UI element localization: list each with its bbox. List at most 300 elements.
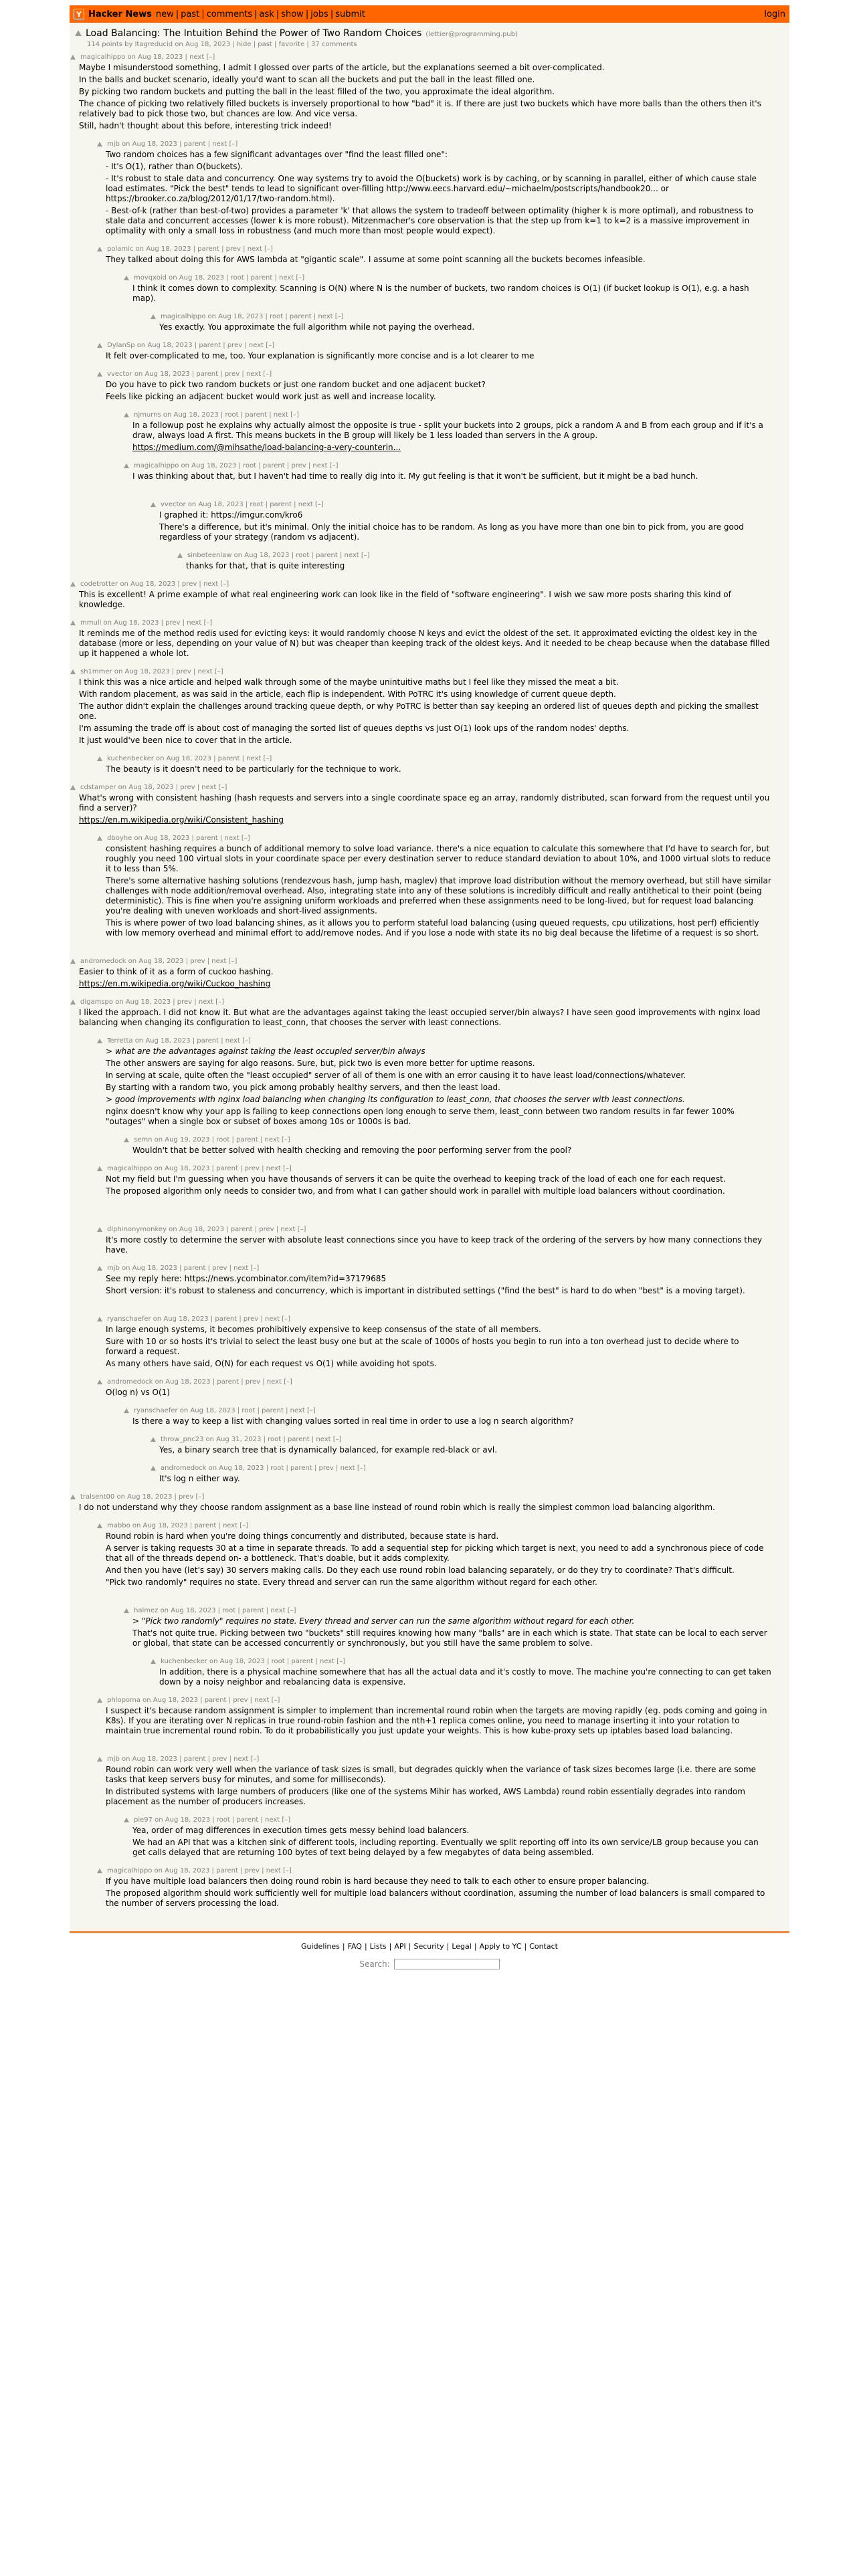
comment [96,1037,772,1127]
comment-body [79,677,772,746]
story-title-row [75,28,784,39]
footer-separator: | [408,1942,411,1951]
nav-separator: | [175,9,179,19]
comment-body [159,510,772,542]
comment-paragraph: In the balls and bucket scenario, ideally you'd want to scan all the buckets and put the ball in the least filled one. [79,75,535,84]
comment-meta-text[interactable]: polamic on Aug 18, 2023 | parent | prev | next [–] [107,245,273,253]
nav-comments[interactable]: comments [206,9,253,19]
comment-meta [96,1867,772,1874]
comment-meta-text[interactable]: movqxoid on Aug 18, 2023 | root | parent | next [–] [134,274,305,282]
comment-paragraph: In a followup post he explains why actually almost the opposite is true - split your buckets into 2 groups, pick a random A and B from each group and if it's a draw, always load A first. This means buckets in the B group will likely be 1 less loaded than servers in the A group. [132,421,763,440]
comment-paragraph: I think this was a nice article and helped walk through some of the maybe unintuitive maths but I feel like they missed the meat a bit. [79,677,619,687]
upvote-icon[interactable] [177,553,183,558]
comment-meta [70,668,772,675]
comment-meta [123,411,772,419]
comment-meta-text[interactable]: sinbeteenlaw on Aug 18, 2023 | root | parent | next [–] [187,552,370,559]
comment-body [106,1531,772,1588]
comment-body [106,844,772,938]
comment-meta-text[interactable]: magicalhippo on Aug 18, 2023 | next [–] [80,53,215,61]
comment [96,1165,772,1196]
comment-paragraph: Is there a way to keep a list with changing values sorted in real time in order to use a log n search algorithm? [132,1416,574,1426]
upvote-icon[interactable] [97,1039,102,1043]
comment-body [106,1706,772,1736]
comment-paragraph: I'm assuming the trade off is about cost of managing the sorted list of queues depths vs just O(1) look ups of the random nodes' depths. [79,724,630,733]
comment-meta [96,342,772,349]
comment-paragraph: By picking two random buckets and putting the ball in the least filled of the two, you approximate the ideal algorithm. [79,87,555,96]
comment [70,1493,772,1513]
comment-meta-text[interactable]: mjb on Aug 18, 2023 | parent | prev | next [–] [107,1755,260,1763]
comment-paragraph: - It's robust to stale data and concurrency. One way systems try to avoid the O(buckets) work is by caching, or by scanning in parallel, either of which cause stale load estimates. "Pick the best" tends to lead to significant over-filling http://www.eecs.harvard.edu/~michaelm/postscripts/handbook20... or https://brooker.co.za/blog/2012/01/17/two-random.html). [106,174,757,203]
comment [177,552,772,571]
comment-meta [150,1436,772,1443]
upvote-icon[interactable] [70,959,76,964]
nav-jobs[interactable]: jobs [310,9,328,19]
comment [96,1522,772,1588]
comment-paragraph[interactable]: https://en.m.wikipedia.org/wiki/Consistent_hashing [79,815,284,825]
upvote-icon[interactable] [97,836,102,841]
comment-meta [96,835,772,842]
comment-meta [96,1697,772,1704]
comment-body [106,1174,772,1196]
comment-meta [150,501,772,508]
comment-meta-text[interactable]: digamspo on Aug 18, 2023 | prev | next [–] [80,998,224,1006]
comment-meta-text[interactable]: DylanSp on Aug 18, 2023 | parent | prev | next [–] [107,342,275,349]
comment [150,1658,772,1687]
comment [96,1315,772,1369]
comment-paragraph: Not my field but I'm guessing when you have thousands of servers it can be quite the overhead to keeping track of the load of each one for each request. [106,1174,726,1184]
comment-meta [123,462,772,469]
comment-meta [96,1522,772,1529]
comment [96,835,772,938]
nav-separator: | [305,9,309,19]
comment-paragraph: It felt over-complicated to me, too. Your explanation is significantly more concise and is a lot clearer to me [106,351,535,360]
comment-meta [70,784,772,791]
comment-paragraph: "Pick two randomly" requires no state. Every thread and server can run the same algorithm without regard for each other. [106,1578,597,1587]
comment-body [106,1765,772,1807]
comment [96,245,772,265]
hn-main [70,5,789,1969]
upvote-icon[interactable] [97,372,102,377]
comment-meta-text[interactable]: mmull on Aug 18, 2023 | prev | next [–] [80,619,213,627]
upvote-icon[interactable] [151,1659,156,1664]
comment-paragraph: thanks for that, that is quite interesting [186,561,345,570]
comment-meta [123,1407,772,1414]
comment-paragraph: In large enough systems, it becomes prohibitively expensive to keep consensus of the state of all members. [106,1325,541,1334]
search-label: Search: [359,1959,390,1969]
footer-link[interactable]: Guidelines [301,1942,340,1951]
story-subtext: 114 points by ltagreducid on Aug 18, 2023 | hide | past | favorite | 37 comments [87,41,357,48]
comment-paragraph: This is excellent! A prime example of what real engineering work can look like in the field of "software engineering". I wish we saw more posts sharing this kind of knowledge. [79,590,731,609]
comment-paragraph: There's some alternative hashing solutions (rendezvous hash, jump hash, maglev) that improve load distribution without the memory overhead, but still have similar challenges with node addition/removal overhead. Also, integrating state into any of these solutions is incredibly difficult and really antithetical to their point (being deterministic). This is fine when you're assigning uniform workloads and preferred when these assignments need to be long-lived, but for request load balancing you're dealing with uneven workloads and short-lived assignments. [106,876,771,916]
comment-body [106,1388,772,1398]
comment-body [106,351,772,361]
comment [150,1436,772,1455]
footer-separator: | [474,1942,477,1951]
footer-link[interactable]: Apply to YC [479,1942,522,1951]
comment [96,1265,772,1296]
login-link[interactable]: login [764,9,785,19]
comment-body [79,1008,772,1028]
comment-meta [123,274,772,282]
comment-body [106,1876,772,1909]
comment-body [106,150,772,236]
comment-meta [150,1658,772,1665]
comment-meta [70,619,772,627]
comment-paragraph: consistent hashing requires a bunch of additional memory to solve load variance. there's a nice equation to calculate this somewhere that I'd have to search for, but roughly you need 100 virtual slots in your coordinate space per every destination server to reduce standard deviation to about 10%, and 1000 virtual slots to reduce it to less than 5%. [106,844,771,873]
comment-paragraph: Two random choices has a few significant advantages over "find the least filled one": [106,150,448,159]
comment-body [159,1474,772,1484]
comment [123,1136,772,1156]
comment-paragraph: Round robin is hard when you're doing things concurrently and distributed, because state is hard. [106,1531,499,1541]
comment-paragraph: The beauty is it doesn't need to be particularly for the technique to work. [106,764,401,774]
comment-body [79,63,772,131]
upvote-icon[interactable] [124,1138,129,1142]
footer-link[interactable]: Lists [369,1942,387,1951]
comment-body [132,1416,772,1426]
comment-meta-text[interactable]: dboyhe on Aug 18, 2023 | parent | next [–] [107,835,250,842]
comment-paragraph: We had an API that was a kitchen sink of different tools, including reporting. Eventually we split reporting off into its own service/LB group because you can get calls delayed that are returning 100 bytes of text being delayed by a few megabytes of data being assembled. [132,1838,759,1857]
footer-separator: | [446,1942,450,1951]
story-title[interactable]: Load Balancing: The Intuition Behind the Power of Two Random Choices [86,28,422,39]
upvote-icon[interactable] [151,502,156,507]
comment-meta-text[interactable]: semn on Aug 19, 2023 | root | parent | next [–] [134,1136,290,1144]
comment-paragraph: Yea, order of mag differences in execution times gets messy behind load balancers. [132,1826,470,1835]
comment-paragraph: Round robin can work very well when the variance of task sizes is small, but degrades quickly when the variance of task sizes becomes large (i.e. there are some tasks that keep servers busy for minutes, and some for milliseconds). [106,1765,757,1784]
comment-paragraph: The proposed algorithm only needs to consider two, and from what I can gather should work in parallel with multiple load balancers without coordination. [106,1186,725,1196]
nav-new[interactable]: new [155,9,174,19]
comment-paragraph: In distributed systems with large numbers of producers (like one of the systems Mihir has worked, AWS Lambda) round robin essentially degrades into random placement as the number of producers increases. [106,1787,745,1806]
comment [96,140,772,236]
upvote-icon[interactable] [70,621,76,625]
story [70,23,789,53]
comment-meta-text[interactable]: pie97 on Aug 18, 2023 | root | parent | next [–] [134,1816,291,1824]
comment-meta [96,1755,772,1763]
comment-meta-text[interactable]: njmurns on Aug 18, 2023 | root | parent | next [–] [134,411,299,419]
comment-meta-text[interactable]: sh1mmer on Aug 18, 2023 | prev | next [–] [80,668,223,675]
comment [70,998,772,1028]
comment [150,501,772,542]
comment [70,668,772,746]
comment-meta-text[interactable]: andromedock on Aug 18, 2023 | prev | next [–] [80,958,237,965]
comment-paragraph: Sure with 10 or so hosts it's trivial to select the least busy one but at the scale of 1000s of hosts you begin to run into a ton overhead just to decide where to forward a request. [106,1337,739,1356]
comment-meta [96,1165,772,1172]
nav-separator: | [330,9,334,19]
comment-paragraph: It's more costly to determine the server with absolute least connections since you have to keep track of the ordering of the servers by how many connections they have. [106,1235,763,1255]
comment [70,958,772,989]
comment-body [106,1047,772,1127]
footer-separator: | [389,1942,392,1951]
comment-meta-text[interactable]: codetrotter on Aug 18, 2023 | prev | next [–] [80,580,229,588]
comment-paragraph: With random placement, as was said in the article, each flip is independent. With PoTRC it's using knowledge of current queue depth. [79,689,616,699]
comment [96,370,772,402]
comment-body [106,1325,772,1369]
comment-meta [150,313,772,320]
comment-body [186,561,772,571]
comment-meta [70,1493,772,1501]
comment-paragraph: I liked the approach. I did not know it. But what are the advantages against taking the least occupied server/bin always? I have seen good improvements with nginx load balancing when changing its configuration to least_conn, that chooses the server with least connections. [79,1008,761,1027]
comment-body [132,1826,772,1858]
comment [150,1465,772,1484]
comment-paragraph: The chance of picking two relatively filled buckets is inversely proportional to how "bad" it is. If there are just two buckets which have more balls than the others then it's relatively bad to pick those two, but chances are low. And vice versa. [79,99,761,118]
comment-body [132,471,772,481]
comment-paragraph: I suspect it's because random assignment is simpler to implement than incremental round robin when the targets are moving rapidly (eg. pods coming and going in K8s). If you are iterating over N replicas in true round-robin fashion and the nth+1 replica comes online, you need to manage inserting it into your rotation to maintain true incremental round robin. To do it probabilistically you just update your weights. This is how kube-proxy sets up iptables based load balancing. [106,1706,767,1735]
comment [96,755,772,774]
comment-meta [96,1037,772,1045]
comment-body [159,322,772,332]
upvote-icon[interactable] [97,142,102,146]
upvote-icon[interactable] [70,785,76,790]
comment-paragraph: It reminds me of the method redis used for evicting keys: it would randomly choose N keys and evict the oldest of the set. It approximated evicting the oldest key in the database (more or less, depending on your value of N) but was cheaper than keeping track of the oldest keys. And it needed to be cheap because when the database filled up it happened a whole lot. [79,629,770,658]
comment-body [132,284,772,304]
footer-separator: | [364,1942,367,1951]
footer-link[interactable]: API [394,1942,406,1951]
comment-paragraph: The other answers are saying for algo reasons. Sure, but, pick two is even more better for uptime reasons. [106,1059,535,1068]
comment-meta-text[interactable]: andromedock on Aug 18, 2023 | parent | prev | next [–] [107,1378,292,1386]
comment-paragraph: What's wrong with consistent hashing (hash requests and servers into a single coordinate space eg an array, randomly distributed, scan forward from the request until you find a server)? [79,793,770,813]
comment [123,1607,772,1648]
footer-link[interactable]: FAQ [347,1942,362,1951]
comment-paragraph: By starting with a random two, you pick among probably healthy servers, and then the least load. [106,1083,500,1092]
comment-meta-text[interactable]: andromedock on Aug 18, 2023 | root | parent | prev | next [–] [161,1465,366,1472]
comment-meta [70,998,772,1006]
upvote-icon[interactable] [97,1166,102,1171]
comment-paragraph: I do not understand why they choose random assignment as a base line instead of round robin which is really the simplest common load balancing algorithm. [79,1503,715,1512]
comment [96,1378,772,1398]
comment-body [79,793,772,825]
upvote-icon[interactable] [97,1266,102,1271]
upvote-icon[interactable] [70,1495,76,1499]
comment-meta-text[interactable]: Terretta on Aug 18, 2023 | parent | next [–] [107,1037,251,1045]
comment-paragraph: It's log n either way. [159,1474,240,1483]
comment-meta-text[interactable]: vvector on Aug 18, 2023 | root | parent | next [–] [161,501,324,508]
comment-paragraph: There's a difference, but it's minimal. Only the initial choice has to be random. As long as you have more than one bin to pick from, you are good regardless of your strategy (random vs adjacent). [159,522,744,542]
upvote-icon[interactable] [70,669,76,674]
comment-meta [96,1378,772,1386]
comment-paragraph: In serving at scale, quite often the "least occupied" server of all of them is one with an error causing it to have least load/connections/whatever. [106,1071,686,1080]
comment-paragraph: See my reply here: https://news.ycombinator.com/item?id=37179685 [106,1274,387,1283]
comment [70,619,772,659]
comment-paragraph: The author didn't explain the challenges around tracking queue depth, or why PoTRC is better than say keeping an ordered list of queues depth and picking the smallest one. [79,702,759,721]
comment-meta-text[interactable]: mjb on Aug 18, 2023 | parent | prev | next [–] [107,1265,260,1272]
comments [70,53,789,1934]
upvote-icon[interactable] [97,1227,102,1232]
comment-body [132,1146,772,1156]
nav-ask[interactable]: ask [259,9,274,19]
nav-separator: | [254,9,258,19]
comment-meta [123,1816,772,1824]
comment-meta [70,53,772,61]
comment-meta [96,1265,772,1272]
comment-paragraph: I graphed it: https://imgur.com/kro6 [159,510,303,520]
comment-paragraph: > "Pick two randomly" requires no state. Every thread and server can run the same algorithm without regard for each other. [132,1616,635,1626]
upvote-icon[interactable] [75,30,82,36]
comment-paragraph: Short version: it's robust to staleness and concurrency, which is important in distributed settings ("find the best" is hard to do when "best" is a moving target). [106,1286,745,1295]
comment-meta [70,958,772,965]
upvote-icon[interactable] [124,276,129,280]
comment-paragraph: Feels like picking an adjacent bucket would work just as well and increase locality. [106,392,436,401]
comment-meta-text[interactable]: mabbo on Aug 18, 2023 | parent | next [–] [107,1522,249,1529]
comment-paragraph: nginx doesn't know why your app is failing to keep connections open long enough to serve them, least_conn between two random results in far fewer 100% "outages" when a single box or subset of boxes among 10s or 1000s is bad. [106,1107,735,1126]
comment-meta [123,1136,772,1144]
comment-paragraph: I was thinking about that, but I haven't had time to really dig into it. My gut feeling is that it won't be sufficient, but it might be a bad hunch. [132,471,698,481]
upvote-icon[interactable] [70,582,76,586]
comment-paragraph: As many others have said, O(N) for each request vs O(1) while avoiding hot spots. [106,1359,437,1368]
nav-links [156,9,365,19]
upvote-icon[interactable] [97,343,102,348]
comment-paragraph: The proposed algorithm should work sufficiently well for multiple load balancers without coordination, assuming the number of load balancers is small compared to the number of servers processing the load. [106,1889,765,1908]
comment-paragraph: O(log n) vs O(1) [106,1388,170,1397]
comment-body [159,1445,772,1455]
comment-meta [96,1226,772,1233]
comment-paragraph: Still, hadn't thought about this before, interesting trick indeed! [79,121,332,130]
comment-paragraph: They talked about doing this for AWS lambda at "gigantic scale". I assume at some point scanning all the buckets becomes infeasible. [106,255,646,264]
comment-body [132,421,772,453]
top-bar [70,5,789,23]
comment-paragraph: That's not quite true. Picking between two "buckets" still requires knowing how many "balls" are in each which is state. That state can be local to each server or global, that state can be accessed concurrently or synchronously, but you still have the same problem to solve. [132,1628,767,1648]
comment-body [79,1503,772,1513]
footer-link[interactable]: Security [413,1942,444,1951]
comment-meta-text[interactable]: kuchenbecker on Aug 18, 2023 | parent | next [–] [107,755,272,762]
comment-body [79,967,772,989]
comment-body [106,1235,772,1255]
comment-meta-text[interactable]: magicalhippo on Aug 18, 2023 | root | parent | next [–] [161,313,344,320]
upvote-icon[interactable] [97,756,102,761]
comment-body [79,629,772,659]
comment-meta-text[interactable]: magicalhippo on Aug 18, 2023 | parent | prev | next [–] [107,1165,292,1172]
comment-meta-text[interactable]: ryanschaefer on Aug 18, 2023 | parent | prev | next [–] [107,1315,291,1323]
comment-paragraph: Wouldn't that be better solved with health checking and removing the poor performing server from the pool? [132,1146,572,1155]
comment-paragraph: > what are the advantages against taking the least occupied server/bin always [106,1047,425,1056]
upvote-icon[interactable] [97,1523,102,1528]
comment-meta-text[interactable]: kuchenbecker on Aug 18, 2023 | root | parent | next [–] [161,1658,346,1665]
comment [123,462,772,481]
comment-paragraph: If you have multiple load balancers then doing round robin is hard because they need to talk to each other to ensure proper balancing. [106,1876,650,1886]
comment-meta-text[interactable]: throw_pnc23 on Aug 31, 2023 | root | parent | next [–] [161,1436,342,1443]
comment-paragraph: A server is taking requests 30 at a time in separate threads. To add a sequential step for picking which target is next, you need to add a synchronous piece of code that all of the threads depend on- a bottleneck. That's doable, but it adds complexity. [106,1543,764,1563]
comment [96,342,772,361]
story-site[interactable]: (lettier@programming.pub) [425,31,518,38]
upvote-icon[interactable] [70,55,76,60]
upvote-icon[interactable] [97,1380,102,1384]
footer-links [70,1942,789,1951]
upvote-icon[interactable] [151,1466,156,1471]
search [70,1959,789,1969]
comment-paragraph: I think it comes down to complexity. Scanning is O(N) where N is the number of buckets, two random choices is O(1) (if bucket lookup is O(1), e.g. a hash map). [132,284,749,303]
comment-paragraph: This is where power of two load balancing shines, as it allows you to perform stateful load balancing (using queued requests, cpu utilizations, host perf) efficiently with low memory overhead and minimal effort to add/remove nodes. And if you lose a node with state its no big deal because the lifetime of a request is so short. [106,918,759,938]
comment-meta [96,755,772,762]
comment-paragraph: Easier to think of it as a form of cuckoo hashing. [79,967,274,976]
comment-meta-text[interactable]: vvector on Aug 18, 2023 | parent | prev | next [–] [107,370,272,378]
comment-body [106,764,772,774]
footer-link[interactable]: Contact [529,1942,558,1951]
comment [150,313,772,332]
upvote-icon[interactable] [97,1698,102,1703]
search-input[interactable] [394,1959,500,1969]
comment-meta [96,370,772,378]
upvote-icon[interactable] [97,247,102,251]
comment-paragraph: It just would've been nice to cover that in the article. [79,736,292,745]
comment [70,580,772,610]
comment-meta-text[interactable]: magicalhippo on Aug 18, 2023 | parent | prev | next [–] [107,1867,292,1874]
comment [96,1755,772,1807]
comment-body [106,255,772,265]
upvote-icon[interactable] [124,413,129,417]
upvote-icon[interactable] [151,1437,156,1442]
comment-meta-text[interactable]: tralsent00 on Aug 18, 2023 | prev [–] [80,1493,205,1501]
comment-meta [123,1607,772,1614]
comment-paragraph: And then you have (let's say) 30 servers making calls. Do they each use round robin load balancing separately, or do they try to coordinate? That's difficult. [106,1566,735,1575]
comment-meta-text[interactable]: ryanschaefer on Aug 18, 2023 | root | parent | next [–] [134,1407,316,1414]
comment [123,411,772,453]
comment [123,1407,772,1426]
upvote-icon[interactable] [124,1818,129,1822]
comment [96,1226,772,1255]
comment [123,1816,772,1858]
comment-paragraph: Do you have to pick two random buckets or just one random bucket and one adjacent bucket? [106,380,486,389]
comment-body [106,380,772,402]
comment-paragraph: > good improvements with nginx load balancing when changing its configuration to least_conn, that chooses the server with least connections. [106,1095,685,1104]
comment-paragraph: In addition, there is a physical machine somewhere that has all the actual data and it's costly to move. The machine you're connecting to can get taken down by a noisy neighbor and rebalancing data is expensive. [159,1667,771,1687]
comment-paragraph: - It's O(1), rather than O(buckets). [106,162,243,171]
upvote-icon[interactable] [70,1000,76,1004]
comment-meta [96,245,772,253]
comment [96,1867,772,1909]
comment-body [132,1616,772,1648]
comment-meta-text[interactable]: halmez on Aug 18, 2023 | root | parent | next [–] [134,1607,296,1614]
upvote-icon[interactable] [97,1868,102,1873]
comment-body [106,1274,772,1296]
comment-meta [96,140,772,148]
comment [70,784,772,825]
nav-submit[interactable]: submit [335,9,365,19]
comment [123,274,772,304]
comment-paragraph[interactable]: https://medium.com/@mihsathe/load-balancing-a-very-counterin... [132,443,401,452]
comment-paragraph: Yes exactly. You approximate the full algorithm while not paying the overhead. [159,322,475,332]
comment-meta [96,1315,772,1323]
comment [70,53,772,131]
comment-meta [150,1465,772,1472]
comment-body [79,590,772,610]
comment-meta-text[interactable]: cdstamper on Aug 18, 2023 | prev | next [–] [80,784,227,791]
footer [70,1931,789,1969]
upvote-icon[interactable] [124,1608,129,1613]
comment-paragraph: Maybe I misunderstood something, I admit I glossed over parts of the article, but the explanations seemed a bit over-complicated. [79,63,605,72]
comment [96,1697,772,1736]
upvote-icon[interactable] [97,1757,102,1761]
comment-meta-text[interactable]: mjb on Aug 18, 2023 | parent | next [–] [107,140,238,148]
comment-meta-text[interactable]: dlphinonymonkey on Aug 18, 2023 | parent | prev | next [–] [107,1226,306,1233]
comment-body [159,1667,772,1687]
comment-meta-text[interactable]: phlopoma on Aug 18, 2023 | parent | prev | next [–] [107,1697,280,1704]
footer-separator: | [524,1942,527,1951]
upvote-icon[interactable] [124,463,129,468]
nav-show[interactable]: show [281,9,304,19]
upvote-icon[interactable] [124,1408,129,1413]
footer-separator: | [342,1942,345,1951]
comment-paragraph[interactable]: https://en.m.wikipedia.org/wiki/Cuckoo_hashing [79,979,271,988]
comment-meta [177,552,772,559]
comment-paragraph: Yes, a binary search tree that is dynamically balanced, for example red-black or avl. [159,1445,498,1455]
comment-meta [70,580,772,588]
y-logo-icon[interactable]: Y [74,9,84,19]
upvote-icon[interactable] [97,1317,102,1321]
upvote-icon[interactable] [151,314,156,319]
comment-meta-text[interactable]: magicalhippo on Aug 18, 2023 | root | parent | prev | next [–] [134,462,339,469]
nav-past[interactable]: past [181,9,200,19]
site-name[interactable]: Hacker News [88,9,152,19]
footer-link[interactable]: Legal [452,1942,472,1951]
nav-separator: | [276,9,280,19]
